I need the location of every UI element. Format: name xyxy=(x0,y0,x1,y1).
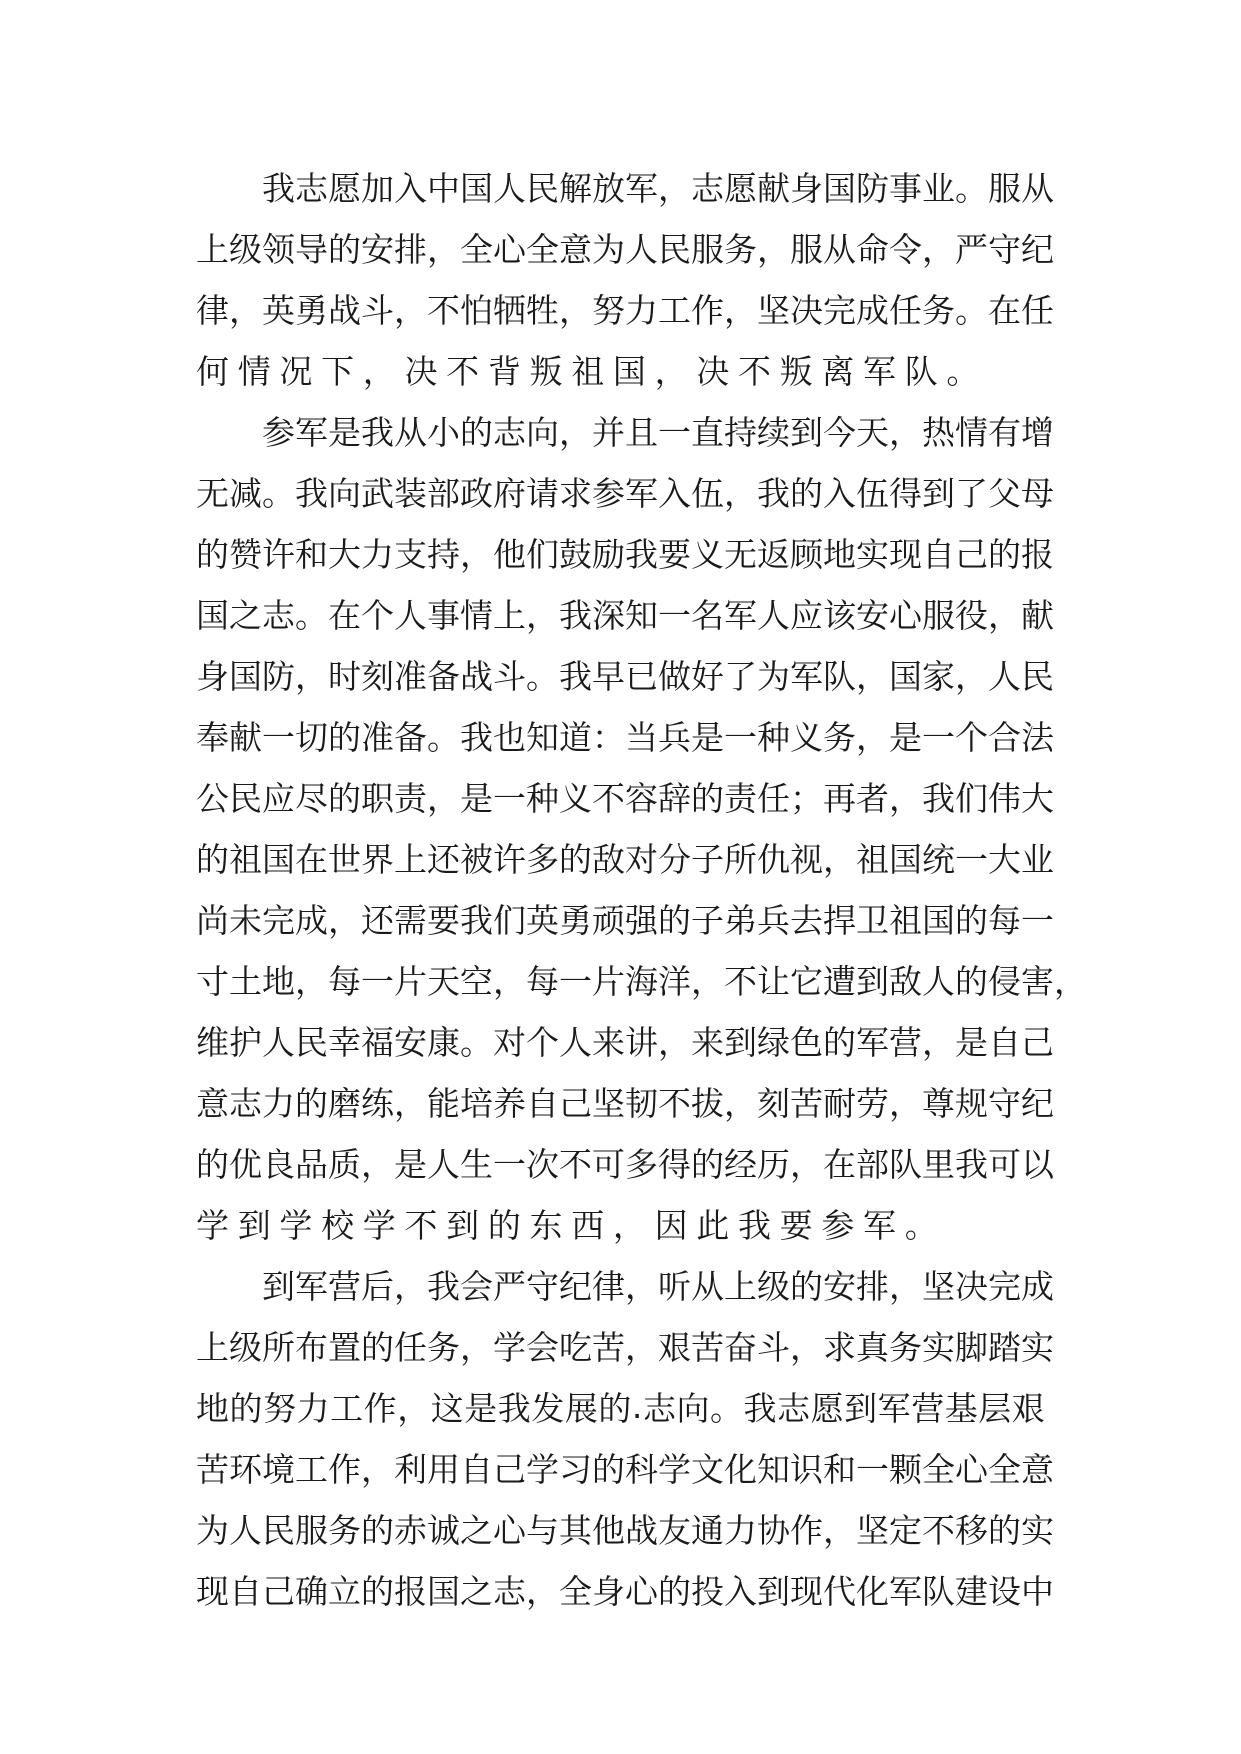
text-line: 上 级 领 导 的 安 排 ， 全 心 全 意 为 人 民 服 务 ， 服 从 命 令 ， 严 守 纪 xyxy=(196,230,1054,269)
text-line: 寸 土 地 ， 每 一 片 天 空 ， 每 一 片 海 洋 ， 不 让 它 遭 到 敌 人 的 侵 害 ， xyxy=(196,962,1087,1001)
text-line: 无 减 。 我 向 武 装 部 政 府 请 求 参 军 入 伍 ， 我 的 入 伍 得 到 了 父 母 xyxy=(196,474,1054,513)
text-line: 律 ， 英 勇 战 斗 ， 不 怕 牺 牲 ， 努 力 工 作 ， 坚 决 完 成 任 务 。 在 任 xyxy=(196,291,1054,330)
text-line: 的 优 良 品 质 ， 是 人 生 一 次 不 可 多 得 的 经 历 ， 在 部 队 里 我 可 以 xyxy=(196,1145,1054,1184)
text-line: 学 到 学 校 学 不 到 的 东 西 ， 因 此 我 要 参 军 。 xyxy=(196,1206,938,1245)
text-line: 为 人 民 服 务 的 赤 诚 之 心 与 其 他 战 友 通 力 协 作 ， 坚 定 不 移 的 实 xyxy=(196,1511,1054,1550)
text-line: 上 级 所 布 置 的 任 务 ， 学 会 吃 苦 ， 艰 苦 奋 斗 ， 求 真 务 实 脚 踏 实 xyxy=(196,1328,1054,1367)
document-body xyxy=(196,156,1087,1620)
text-line: 我 志 愿 加 入 中 国 人 民 解 放 军 ， 志 愿 献 身 国 防 事 业 。 服 从 xyxy=(262,169,1054,208)
text-line: 苦 环 境 工 作 ， 利 用 自 己 学 习 的 科 学 文 化 知 识 和 一 颗 全 心 全 意 xyxy=(196,1450,1054,1489)
text-line: 公 民 应 尽 的 职 责 ， 是 一 种 义 不 容 辞 的 责 任 ； 再 者 ， 我 们 伟 大 xyxy=(196,779,1054,818)
text-line: 参 军 是 我 从 小 的 志 向 ， 并 且 一 直 持 续 到 今 天 ， 热 情 有 增 xyxy=(262,413,1054,452)
text-line: 的 祖 国 在 世 界 上 还 被 许 多 的 敌 对 分 子 所 仇 视 ， 祖 国 统 一 大 业 xyxy=(196,840,1054,879)
text-line: 的 赞 许 和 大 力 支 持 ， 他 们 鼓 励 我 要 义 无 返 顾 地 实 现 自 己 的 报 xyxy=(196,535,1054,574)
text-line: 地 的 努 力 工 作 ， 这 是 我 发 展 的 . 志 向 。 我 志 愿 到 军 营 基 层 艰 xyxy=(196,1387,1045,1428)
text-line: 意 志 力 的 磨 练 ， 能 培 养 自 己 坚 韧 不 拔 ， 刻 苦 耐 劳 ， 尊 规 守 纪 xyxy=(196,1084,1054,1123)
text-line: 尚 未 完 成 ， 还 需 要 我 们 英 勇 顽 强 的 子 弟 兵 去 捍 卫 祖 国 的 每 一 xyxy=(196,901,1054,940)
text-line: 奉 献 一 切 的 准 备 。 我 也 知 道 ： 当 兵 是 一 种 义 务 ， 是 一 个 合 法 xyxy=(196,718,1054,757)
text-line: 现 自 己 确 立 的 报 国 之 志 ， 全 身 心 的 投 入 到 现 代 化 军 队 建 设 中 xyxy=(196,1572,1054,1611)
text-line: 身 国 防 ， 时 刻 准 备 战 斗 。 我 早 已 做 好 了 为 军 队 ， 国 家 ， 人 民 xyxy=(196,657,1054,696)
text-line: 何 情 况 下 ， 决 不 背 叛 祖 国 ， 决 不 叛 离 军 队 。 xyxy=(196,352,980,391)
text-line: 维 护 人 民 幸 福 安 康 。 对 个 人 来 讲 ， 来 到 绿 色 的 军 营 ， 是 自 己 xyxy=(196,1023,1054,1062)
text-line: 到 军 营 后 ， 我 会 严 守 纪 律 ， 听 从 上 级 的 安 排 ， 坚 决 完 成 xyxy=(262,1267,1054,1306)
text-line: 国 之 志 。 在 个 人 事 情 上 ， 我 深 知 一 名 军 人 应 该 安 心 服 役 ， 献 xyxy=(196,596,1054,635)
